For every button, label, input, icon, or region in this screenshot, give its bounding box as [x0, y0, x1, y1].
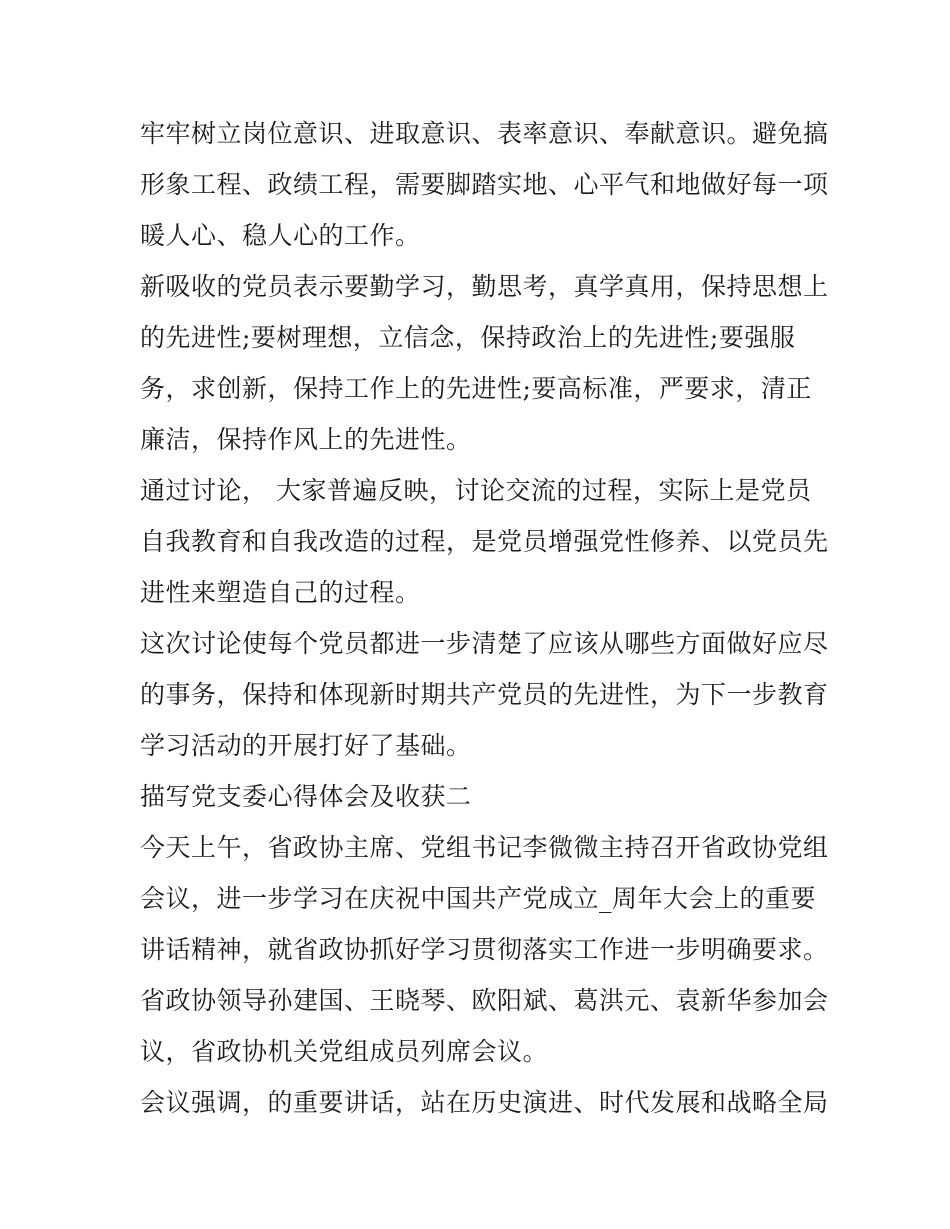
text-line: 新吸收的党员表示要勤学习，勤思考，真学真用，保持思想上 — [140, 272, 829, 301]
text-line: 的先进性;要树理想，立信念，保持政治上的先进性;要强服 — [140, 323, 796, 352]
text-line: 形象工程、政绩工程，需要脚踏实地、心平气和地做好每一项 — [140, 170, 829, 199]
text-line: 这次讨论使每个党员都进一步清楚了应该从哪些方面做好应尽 — [140, 629, 829, 658]
text-line: 进性来塑造自己的过程。 — [140, 578, 421, 607]
text-line: 会议强调，的重要讲话，站在历史演进、时代发展和战略全局 — [140, 1088, 829, 1117]
text-line: 牢牢树立岗位意识、进取意识、表率意识、奉献意识。避免搞 — [140, 119, 829, 148]
text-line: 讲话精神，就省政协抓好学习贯彻落实工作进一步明确要求。 — [140, 935, 829, 964]
text-line: 的事务，保持和体现新时期共产党员的先进性，为下一步教育 — [140, 680, 829, 709]
text-line: 务，求创新，保持工作上的先进性;要高标准，严要求，清正 — [140, 374, 812, 403]
text-line: 会议，进一步学习在庆祝中国共产党成立_周年大会上的重要 — [140, 884, 817, 913]
text-line: 自我教育和自我改造的过程，是党员增强党性修养、以党员先 — [140, 527, 829, 556]
text-line: 廉洁，保持作风上的先进性。 — [140, 425, 472, 454]
document-body — [140, 108, 829, 1128]
text-line: 议，省政协机关党组成员列席会议。 — [140, 1037, 549, 1066]
text-line: 今天上午，省政协主席、党组书记李微微主持召开省政协党组 — [140, 833, 829, 862]
text-line: 通过讨论， 大家普遍反映，讨论交流的过程，实际上是党员 — [140, 476, 812, 505]
text-line: 省政协领导孙建国、王晓琴、欧阳斌、葛洪元、袁新华参加会 — [140, 986, 829, 1015]
text-line: 学习活动的开展打好了基础。 — [140, 731, 472, 760]
text-line: 暖人心、稳人心的工作。 — [140, 221, 421, 250]
section-heading: 描写党支委心得体会及收获二 — [140, 782, 472, 811]
